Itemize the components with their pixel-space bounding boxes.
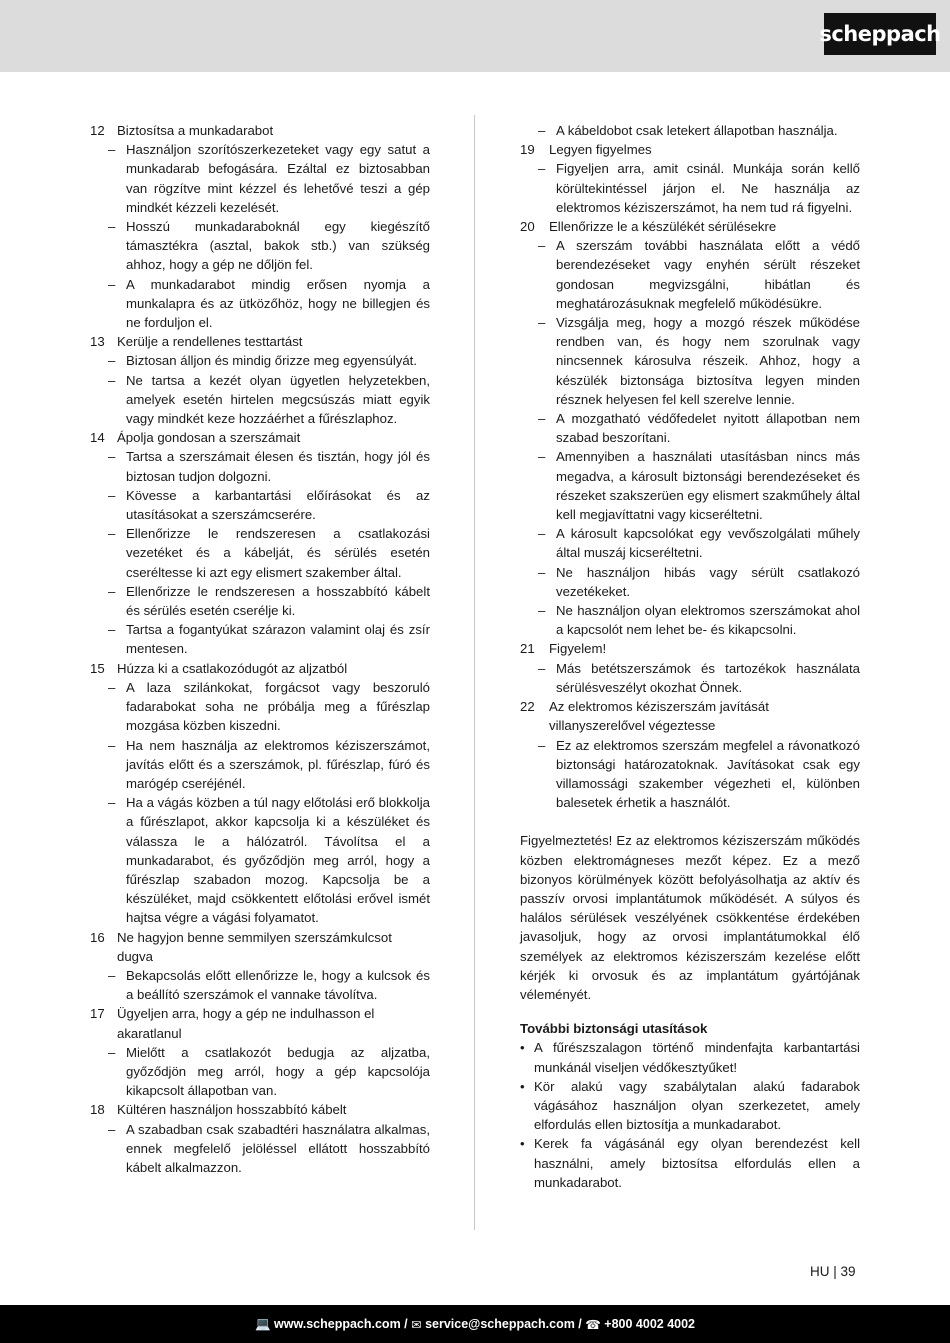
dash-list-item — [90, 736, 430, 794]
dash-marker: – — [538, 449, 546, 465]
list-item-text: Kövesse a karbantartási előírásokat és az utasításokat a szerszámcserére. — [126, 487, 430, 523]
dash-marker: – — [108, 449, 116, 465]
footer-separator: / — [400, 1317, 412, 1331]
item-number: 18 — [90, 1102, 105, 1118]
computer-icon: 💻 — [254, 1316, 275, 1331]
heading-text: Ápolja gondosan a szerszámait — [117, 430, 301, 446]
list-item-text: Használjon szorítószerkezeteket vagy egy satut a munkadarab befogására. Ezáltal ez biztosabban van rögzítve mint kézzel és lehetővé teszi a gép mindkét kézzeli kezelését. — [126, 142, 430, 215]
numbered-heading — [90, 659, 430, 678]
item-number: 16 — [90, 929, 105, 945]
item-number: 14 — [90, 430, 105, 446]
dash-list-item — [520, 563, 860, 601]
dash-list-item — [520, 601, 860, 639]
list-item-text: A munkadarabot mindig erősen nyomja a munkalapra és az ütközőhöz, hogy ne billegjen és ne forduljon el. — [126, 276, 430, 331]
dash-list-item — [90, 1120, 430, 1178]
spacer — [520, 1004, 860, 1019]
list-item-text: Más betétszerszámok és tartozékok használata sérülésveszélyt okozhat Önnek. — [556, 660, 860, 695]
list-item-text: Ha nem használja az elektromos kéziszerszámot, javítás előtt és a szerszámok, pl. fűrészlap, fúró és marógép cseréjénél. — [126, 737, 430, 791]
dash-marker: – — [108, 795, 116, 811]
dash-marker: – — [108, 679, 116, 695]
warning-paragraph: Figyelmeztetés! Ez az elektromos kéziszerszám működés közben elektromágneses mezőt képez. Ez a mező bizonyos körülmények között befolyásolhatja az aktív és passzív orvosi implantátumok működését. A súlyos és halálos sérülések veszélyének csökkentése érdekében javasoljuk, hogy az orvosi implantátumokkal élő személyek az elektromos kéziszerszám kezelése előtt kérjék ki orvosuk és az implantátum gyártójának véleményét. — [520, 833, 860, 1002]
list-item-text: Kör alakú vagy szabálytalan alakú fadarabok vágásához használjon olyan szerkezetet, amely elfordulás ellen biztosítja a munkadarabot. — [534, 1078, 860, 1133]
bullet-list-item — [520, 1134, 860, 1192]
dash-marker: – — [538, 123, 546, 138]
dash-list-item — [90, 1043, 430, 1101]
column-divider — [474, 115, 475, 1230]
dash-list-item — [90, 678, 430, 736]
spacer — [520, 812, 860, 831]
bullet-marker: • — [520, 1078, 525, 1094]
heading-text: Kültéren használjon hosszabbító kábelt — [117, 1102, 347, 1118]
left-column — [90, 121, 430, 1177]
list-item-text: Ne tartsa a kezét olyan ügyetlen helyzetekben, amelyek esetén hirtelen megcsúszás miatt egyik vagy mindkét keze hozzáérhet a fűrészlaphoz. — [126, 372, 430, 427]
dash-marker: – — [108, 487, 116, 503]
dash-list-item — [90, 793, 430, 927]
dash-list-item — [90, 620, 430, 658]
header-bar — [0, 0, 950, 72]
dash-list-item — [90, 275, 430, 333]
dash-list-item — [90, 371, 430, 429]
footer-phone[interactable]: +800 4002 4002 — [604, 1317, 696, 1331]
item-number: 17 — [90, 1006, 105, 1022]
right-column — [520, 121, 860, 1192]
bullet-marker: • — [520, 1040, 525, 1056]
dash-marker: – — [538, 564, 546, 580]
item-number: 19 — [520, 142, 535, 158]
numbered-heading — [520, 697, 860, 735]
list-item-text: Tartsa a fogantyúkat szárazon valamint olaj és zsír mentesen. — [126, 622, 430, 657]
heading-text: Az elektromos kéziszerszám javítását villanyszerelővel végeztesse — [549, 699, 769, 734]
dash-list-item — [90, 486, 430, 524]
list-item-text: Amennyiben a használati utasításban nincs más megadva, a károsult biztonsági berendezéseket és részeket szakszerüen egy elismert szakműhely által kell megjavíttatni vagy kicseréltetni. — [556, 449, 860, 523]
item-number: 21 — [520, 641, 535, 657]
dash-marker: – — [538, 526, 546, 542]
bullet-list-item — [520, 1077, 860, 1135]
list-item-text: Mielőtt a csatlakozót bedugja az aljzatba, győződjön meg arról, hogy a gép kapcsolója kikapcsolt állapotban van. — [126, 1044, 430, 1099]
list-item-text: Ne használjon olyan elektromos szerszámokat ahol a kapcsolót nem lehet be- és kikapcsolni. — [556, 603, 860, 638]
list-item-text: Ha a vágás közben a túl nagy előtolási erő blokkolja a fűrészlapot, akkor kapcsolja ki a készüléket és válassza le a hálózatról. Távolítsa el a munkadarabot, és győződjön meg arról, hogy a fűrészlap szabadon mozog. Kapcsolja be a készüléket, majd csökkentett előtolási erővel ismét hajtsa végre a vágási folyamatot. — [126, 795, 430, 926]
list-item-text: A károsult kapcsolókat egy vevőszolgálati műhely által muszáj kicseréltetni. — [556, 526, 860, 561]
list-item-text: Tartsa a szerszámait élesen és tisztán, hogy jól és biztosan tudjon dolgozni. — [126, 449, 430, 484]
list-item-text: Ne használjon hibás vagy sérült csatlakozó vezetékeket. — [556, 564, 860, 599]
page-number: HU | 39 — [810, 1264, 856, 1279]
heading-text: Biztosítsa a munkadarabot — [117, 123, 274, 138]
heading-text: Figyelem! — [549, 641, 607, 657]
dash-marker: – — [538, 161, 546, 177]
item-number: 12 — [90, 123, 105, 138]
numbered-heading — [90, 1004, 430, 1042]
dash-list-item — [90, 140, 430, 217]
numbered-heading — [90, 928, 430, 966]
section-heading: További biztonsági utasítások — [520, 1021, 708, 1037]
list-item-text: A szabadban csak szabadtéri használatra alkalmas, ennek megfelelő jelöléssel ellátott hosszabbító kábelt alkalmazzon. — [126, 1121, 430, 1175]
numbered-heading — [90, 121, 430, 140]
dash-list-item — [520, 736, 860, 813]
heading-text: Kerülje a rendellenes testtartást — [117, 334, 303, 350]
list-item-text: A fűrészszalagon történő mindenfajta karbantartási munkánál viseljen védőkesztyűket! — [534, 1040, 860, 1075]
heading-text: Ügyeljen arra, hogy a gép ne indulhasson el akaratlanul — [117, 1006, 375, 1041]
list-item-text: Vizsgálja meg, hogy a mozgó részek működése rendben van, és hogy nem szorulnak vagy nincsennek károsulva részeik. Ahhoz, hogy a készülék biztonsága biztosítva legyen minden résznek helyesen fel kell szerelve lennie. — [556, 315, 860, 407]
heading-text: Húzza ki a csatlakozódugót az aljzatból — [117, 660, 348, 676]
dash-marker: – — [538, 238, 546, 254]
dash-list-item — [90, 966, 430, 1004]
item-number: 22 — [520, 699, 535, 715]
numbered-heading — [90, 428, 430, 447]
list-item-text: Kerek fa vágásánál egy olyan berendezést kell használni, amely biztosítsa elfordulás ellen a munkadarabot. — [534, 1136, 860, 1190]
dash-marker: – — [538, 411, 546, 427]
bullet-marker: • — [520, 1136, 525, 1152]
dash-list-item — [520, 524, 860, 562]
item-number: 15 — [90, 660, 105, 676]
item-number: 20 — [520, 219, 535, 235]
list-item-text: Biztosan álljon és mindig őrizze meg egyensúlyát. — [126, 353, 418, 369]
heading-text: Ellenőrizze le a készülékét sérülésekre — [549, 219, 777, 235]
list-item-text: Ellenőrizze le rendszeresen a csatlakozási vezetéket és a kábelját, és sérülés esetén cseréltesse ki azt egy elismert szakember által. — [126, 526, 430, 580]
numbered-heading — [90, 332, 430, 351]
footer-bar — [0, 1305, 950, 1343]
bullet-list-item — [520, 1038, 860, 1076]
phone-icon: ☎ — [585, 1317, 605, 1332]
dash-marker: – — [108, 737, 116, 753]
list-item-text: A szerszám további használata előtt a védő berendezéseket vagy enyhén sérült részeket gondosan megvizsgálni, hibátlan és meghatározásuknak megfelelő működésükre. — [556, 238, 860, 311]
dash-marker: – — [108, 1121, 116, 1137]
envelope-icon: ✉ — [411, 1317, 426, 1332]
list-item-text: Bekapcsolás előtt ellenőrizze le, hogy a kulcsok és a beállító szerszámok el vannake távolítva. — [126, 967, 430, 1003]
list-item-text: Ellenőrizze le rendszeresen a hosszabbító kábelt és sérülés esetén cserélje ki. — [126, 583, 430, 619]
dash-list-item — [520, 236, 860, 313]
list-item-text: Hosszú munkadaraboknál egy kiegészítő támasztékra (asztal, bakok stb.) van szükség ahhoz, hogy a gép ne dőljön fel. — [126, 219, 430, 273]
list-item-text: A kábeldobot csak letekert állapotban használja. — [556, 123, 838, 138]
dash-marker: – — [108, 526, 116, 542]
dash-marker: – — [108, 583, 116, 599]
dash-marker: – — [108, 967, 116, 983]
dash-list-item — [90, 351, 430, 370]
item-number: 13 — [90, 334, 105, 350]
dash-marker: – — [108, 372, 116, 388]
dash-marker: – — [108, 276, 116, 292]
dash-marker: – — [108, 142, 116, 158]
footer-email[interactable]: service@scheppach.com — [425, 1317, 575, 1331]
footer-website[interactable]: www.scheppach.com — [274, 1317, 401, 1331]
list-item-text: Figyeljen arra, amit csinál. Munkája során kellő körültekintéssel járjon el. Ne használja az elektromos kéziszerszámot, ha nem tud rá figyelni. — [556, 161, 860, 215]
dash-list-item — [90, 447, 430, 485]
dash-marker: – — [108, 353, 116, 369]
numbered-heading — [520, 140, 860, 159]
numbered-heading — [520, 217, 860, 236]
dash-marker: – — [108, 219, 116, 235]
list-item-text: Ez az elektromos szerszám megfelel a rávonatkozó biztonsági határozatoknak. Javításokat csak egy villamossági szakember végezheti el, különben balesetek érhetik a használót. — [556, 737, 860, 811]
list-item-text: A laza szilánkokat, forgácsot vagy beszoruló fadarabokat soha ne próbálja meg a fűrészlap mozgása közben kiszedni. — [126, 679, 430, 734]
dash-list-item — [90, 582, 430, 620]
dash-marker: – — [108, 622, 116, 638]
numbered-heading — [90, 1100, 430, 1119]
numbered-heading — [520, 639, 860, 658]
heading-text: Ne hagyjon benne semmilyen szerszámkulcsot dugva — [117, 929, 392, 964]
dash-list-item — [520, 447, 860, 524]
dash-list-item — [520, 313, 860, 409]
heading-text: Legyen figyelmes — [549, 142, 652, 158]
dash-marker: – — [538, 660, 546, 676]
dash-marker: – — [538, 315, 546, 331]
dash-list-item — [520, 409, 860, 447]
footer-separator: / — [574, 1317, 586, 1331]
dash-list-item — [520, 659, 860, 697]
dash-marker: – — [108, 1044, 116, 1060]
dash-marker: – — [538, 603, 546, 619]
dash-list-item — [90, 524, 430, 582]
dash-list-item — [520, 121, 860, 140]
dash-list-item — [90, 217, 430, 275]
scheppach-logo: scheppach — [824, 13, 936, 55]
dash-list-item — [520, 159, 860, 217]
dash-marker: – — [538, 737, 546, 753]
list-item-text: A mozgatható védőfedelet nyitott állapotban nem szabad beszorítani. — [556, 411, 860, 446]
